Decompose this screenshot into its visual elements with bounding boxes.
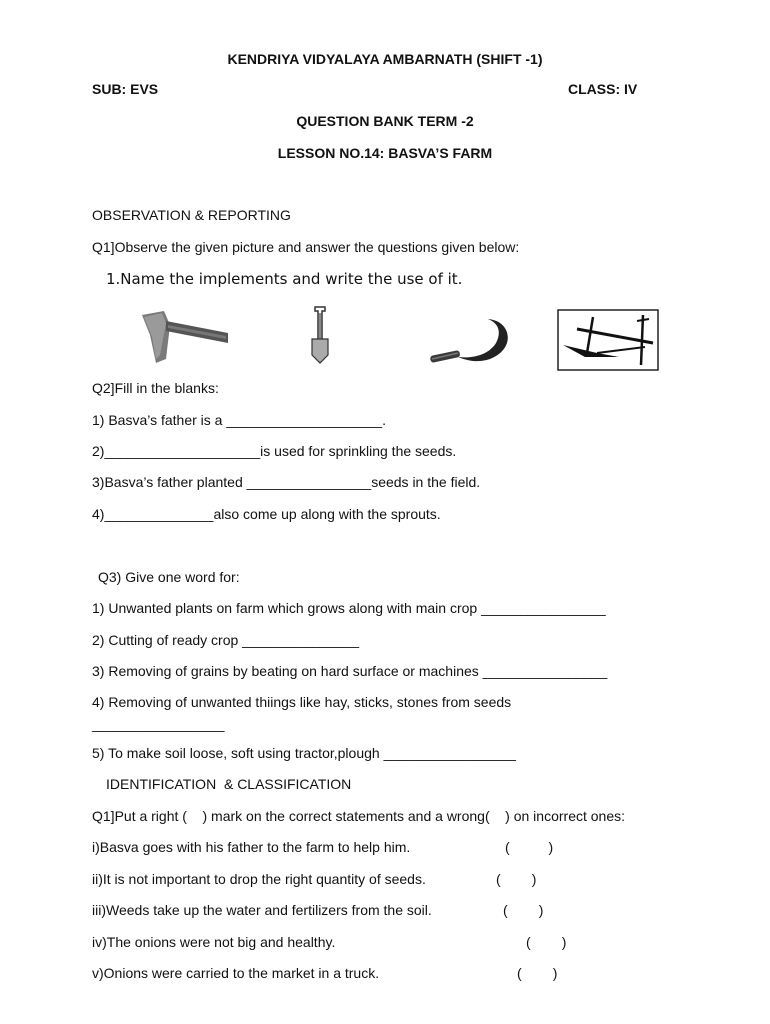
school-title: KENDRIYA VIDYALAYA AMBARNATH (SHIFT -1) — [227, 51, 543, 67]
q3-item-1: 1) Unwanted plants on farm which grows along with main crop ________________ — [92, 600, 606, 616]
question-q2-title: Q2]Fill in the blanks: — [92, 380, 219, 396]
answer-bracket-2: ( ) — [496, 871, 537, 887]
sickle-icon — [428, 315, 514, 367]
q3-item-3: 3) Removing of grains by beating on hard surface or machines ________________ — [92, 663, 608, 679]
statement-4: iv)The onions were not big and healthy. — [92, 934, 336, 950]
section-identification-title: IDENTIFICATION & CLASSIFICATION — [106, 776, 352, 792]
q3-item-4-blank: _________________ — [92, 716, 225, 732]
question-q3-title: Q3) Give one word for: — [98, 569, 240, 585]
class-label: CLASS: IV — [568, 81, 638, 97]
q2-item-3: 3)Basva’s father planted ________________seeds in the field. — [92, 474, 481, 490]
shovel-icon — [308, 305, 332, 365]
statement-3: iii)Weeds take up the water and fertilizers from the soil. — [92, 902, 432, 918]
statement-5: v)Onions were carried to the market in a truck. — [92, 965, 380, 981]
axe-icon — [136, 307, 230, 365]
question-bank-title: QUESTION BANK TERM -2 — [296, 113, 474, 129]
q3-item-5: 5) To make soil loose, soft using tractor,plough _________________ — [92, 745, 516, 761]
section-observation-title: OBSERVATION & REPORTING — [92, 207, 291, 223]
answer-bracket-4: ( ) — [526, 934, 567, 950]
lesson-title: LESSON NO.14: BASVA’S FARM — [277, 145, 493, 161]
q2-item-2: 2)____________________is used for sprinkling the seeds. — [92, 443, 457, 459]
question-q1-right-wrong: Q1]Put a right ( ) mark on the correct statements and a wrong( ) on incorrect ones: — [92, 808, 626, 824]
answer-bracket-3: ( ) — [503, 902, 544, 918]
subject-label: SUB: EVS — [92, 81, 159, 97]
q3-item-4: 4) Removing of unwanted thiings like hay, sticks, stones from seeds — [92, 694, 512, 710]
question-q1-observe: Q1]Observe the given picture and answer the questions given below: — [92, 239, 520, 255]
q2-item-1: 1) Basva’s father is a ____________________. — [92, 412, 386, 428]
plough-icon — [557, 309, 659, 371]
q2-item-4: 4)______________also come up along with the sprouts. — [92, 506, 441, 522]
answer-bracket-1: ( ) — [505, 839, 554, 855]
statement-1: i)Basva goes with his father to the farm to help him. — [92, 839, 411, 855]
statement-2: ii)It is not important to drop the right quantity of seeds. — [92, 871, 426, 887]
answer-bracket-5: ( ) — [517, 965, 558, 981]
question-q1-sub: 1.Name the implements and write the use of it. — [106, 270, 463, 288]
q3-item-2: 2) Cutting of ready crop _______________ — [92, 632, 359, 648]
